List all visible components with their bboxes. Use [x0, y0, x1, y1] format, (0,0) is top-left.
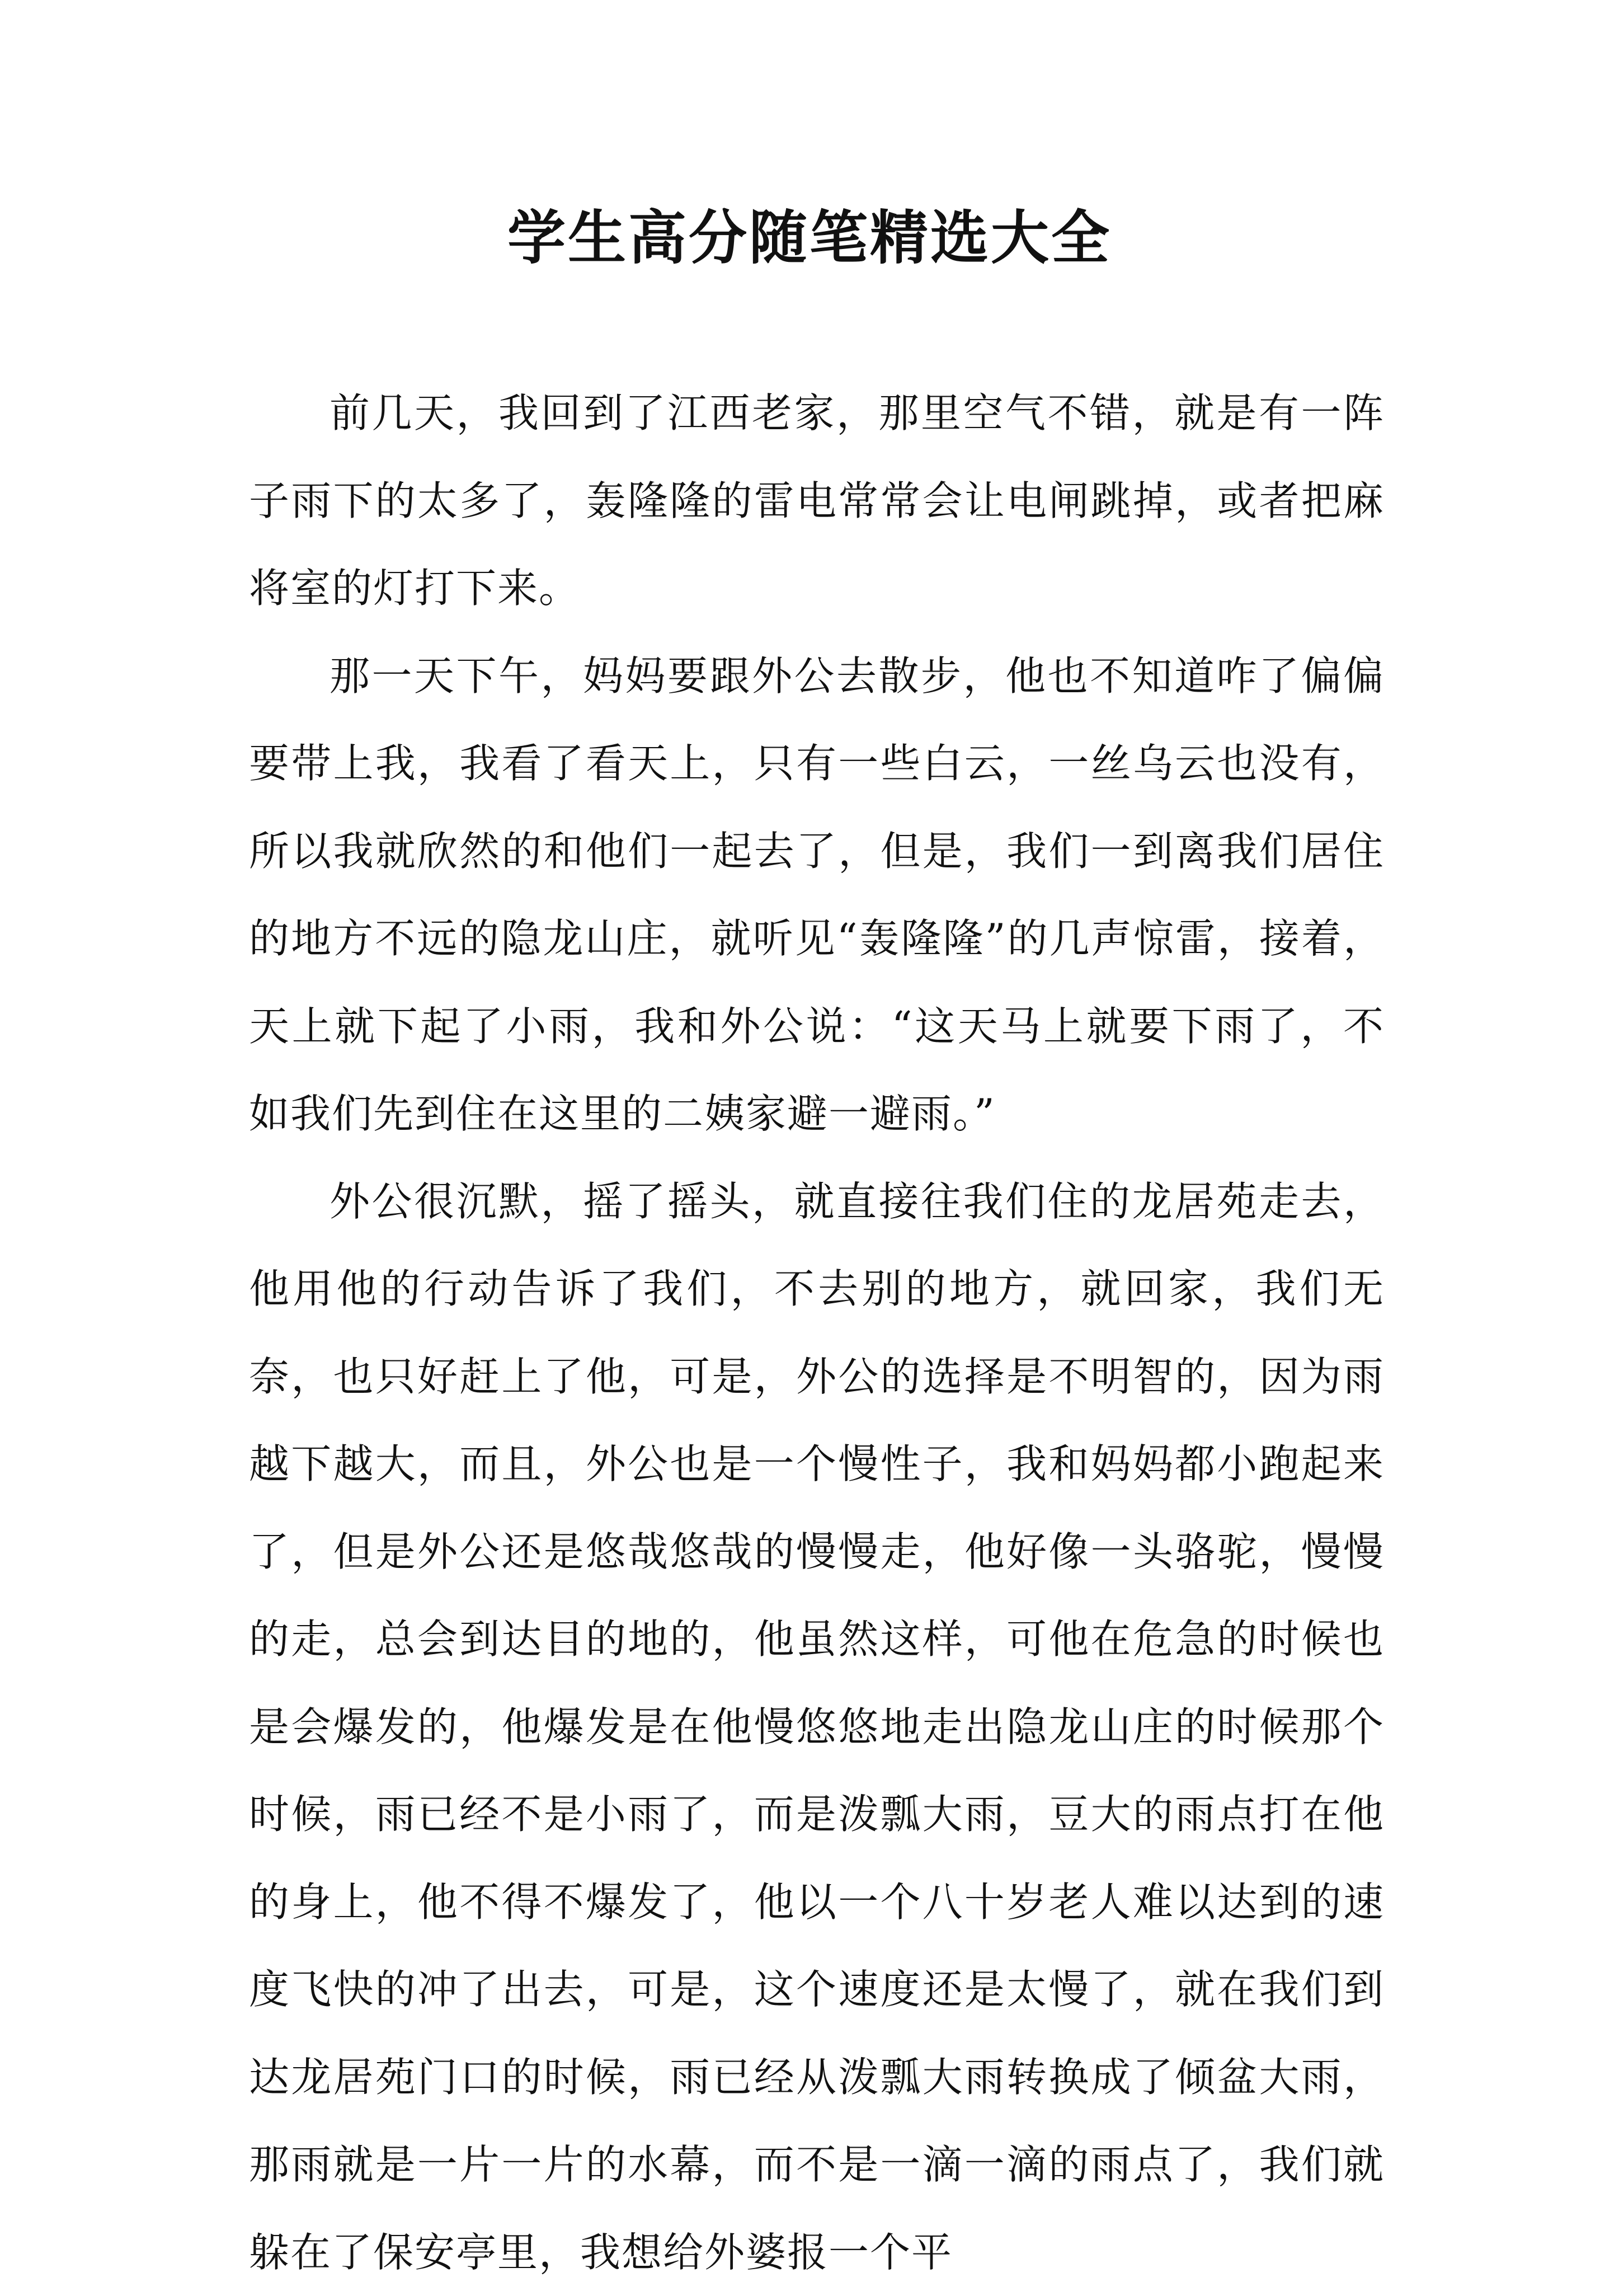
document-body	[249, 369, 1385, 2296]
paragraph-3: 外公很沉默，摇了摇头，就直接往我们住的龙居苑走去，他用他的行动告诉了我们，不去别的地方，就回家，我们无奈，也只好赶上了他，可是，外公的选择是不明智的，因为雨越下越大，而且，外公也是一个慢性子，我和妈妈都小跑起来了，但是外公还是悠哉悠哉的慢慢走，他好像一头骆驼，慢慢的走，总会到达目的地的，他虽然这样，可他在危急的时候也是会爆发的，他爆发是在他慢悠悠地走出隐龙山庄的时候那个时候，雨已经不是小雨了，而是泼瓢大雨，豆大的雨点打在他的身上，他不得不爆发了，他以一个八十岁老人难以达到的速度飞快的冲了出去，可是，这个速度还是太慢了，就在我们到达龙居苑门口的时候，雨已经从泼瓢大雨转换成了倾盆大雨，那雨就是一片一片的水幕，而不是一滴一滴的雨点了，我们就躲在了保安亭里，我想给外婆报一个平	[249, 1158, 1385, 2296]
paragraph-2: 那一天下午，妈妈要跟外公去散步，他也不知道咋了偏偏要带上我，我看了看天上，只有一些白云，一丝乌云也没有，所以我就欣然的和他们一起去了，但是，我们一到离我们居住的地方不远的隐龙山庄，就听见“轰隆隆”的几声惊雷，接着，天上就下起了小雨，我和外公说：“这天马上就要下雨了，不如我们先到住在这里的二姨家避一避雨。”	[249, 632, 1385, 1158]
paragraph-1: 前几天，我回到了江西老家，那里空气不错，就是有一阵子雨下的太多了，轰隆隆的雷电常常会让电闸跳掉，或者把麻将室的灯打下来。	[249, 369, 1385, 632]
document-title: 学生高分随笔精选大全	[0, 199, 1619, 277]
